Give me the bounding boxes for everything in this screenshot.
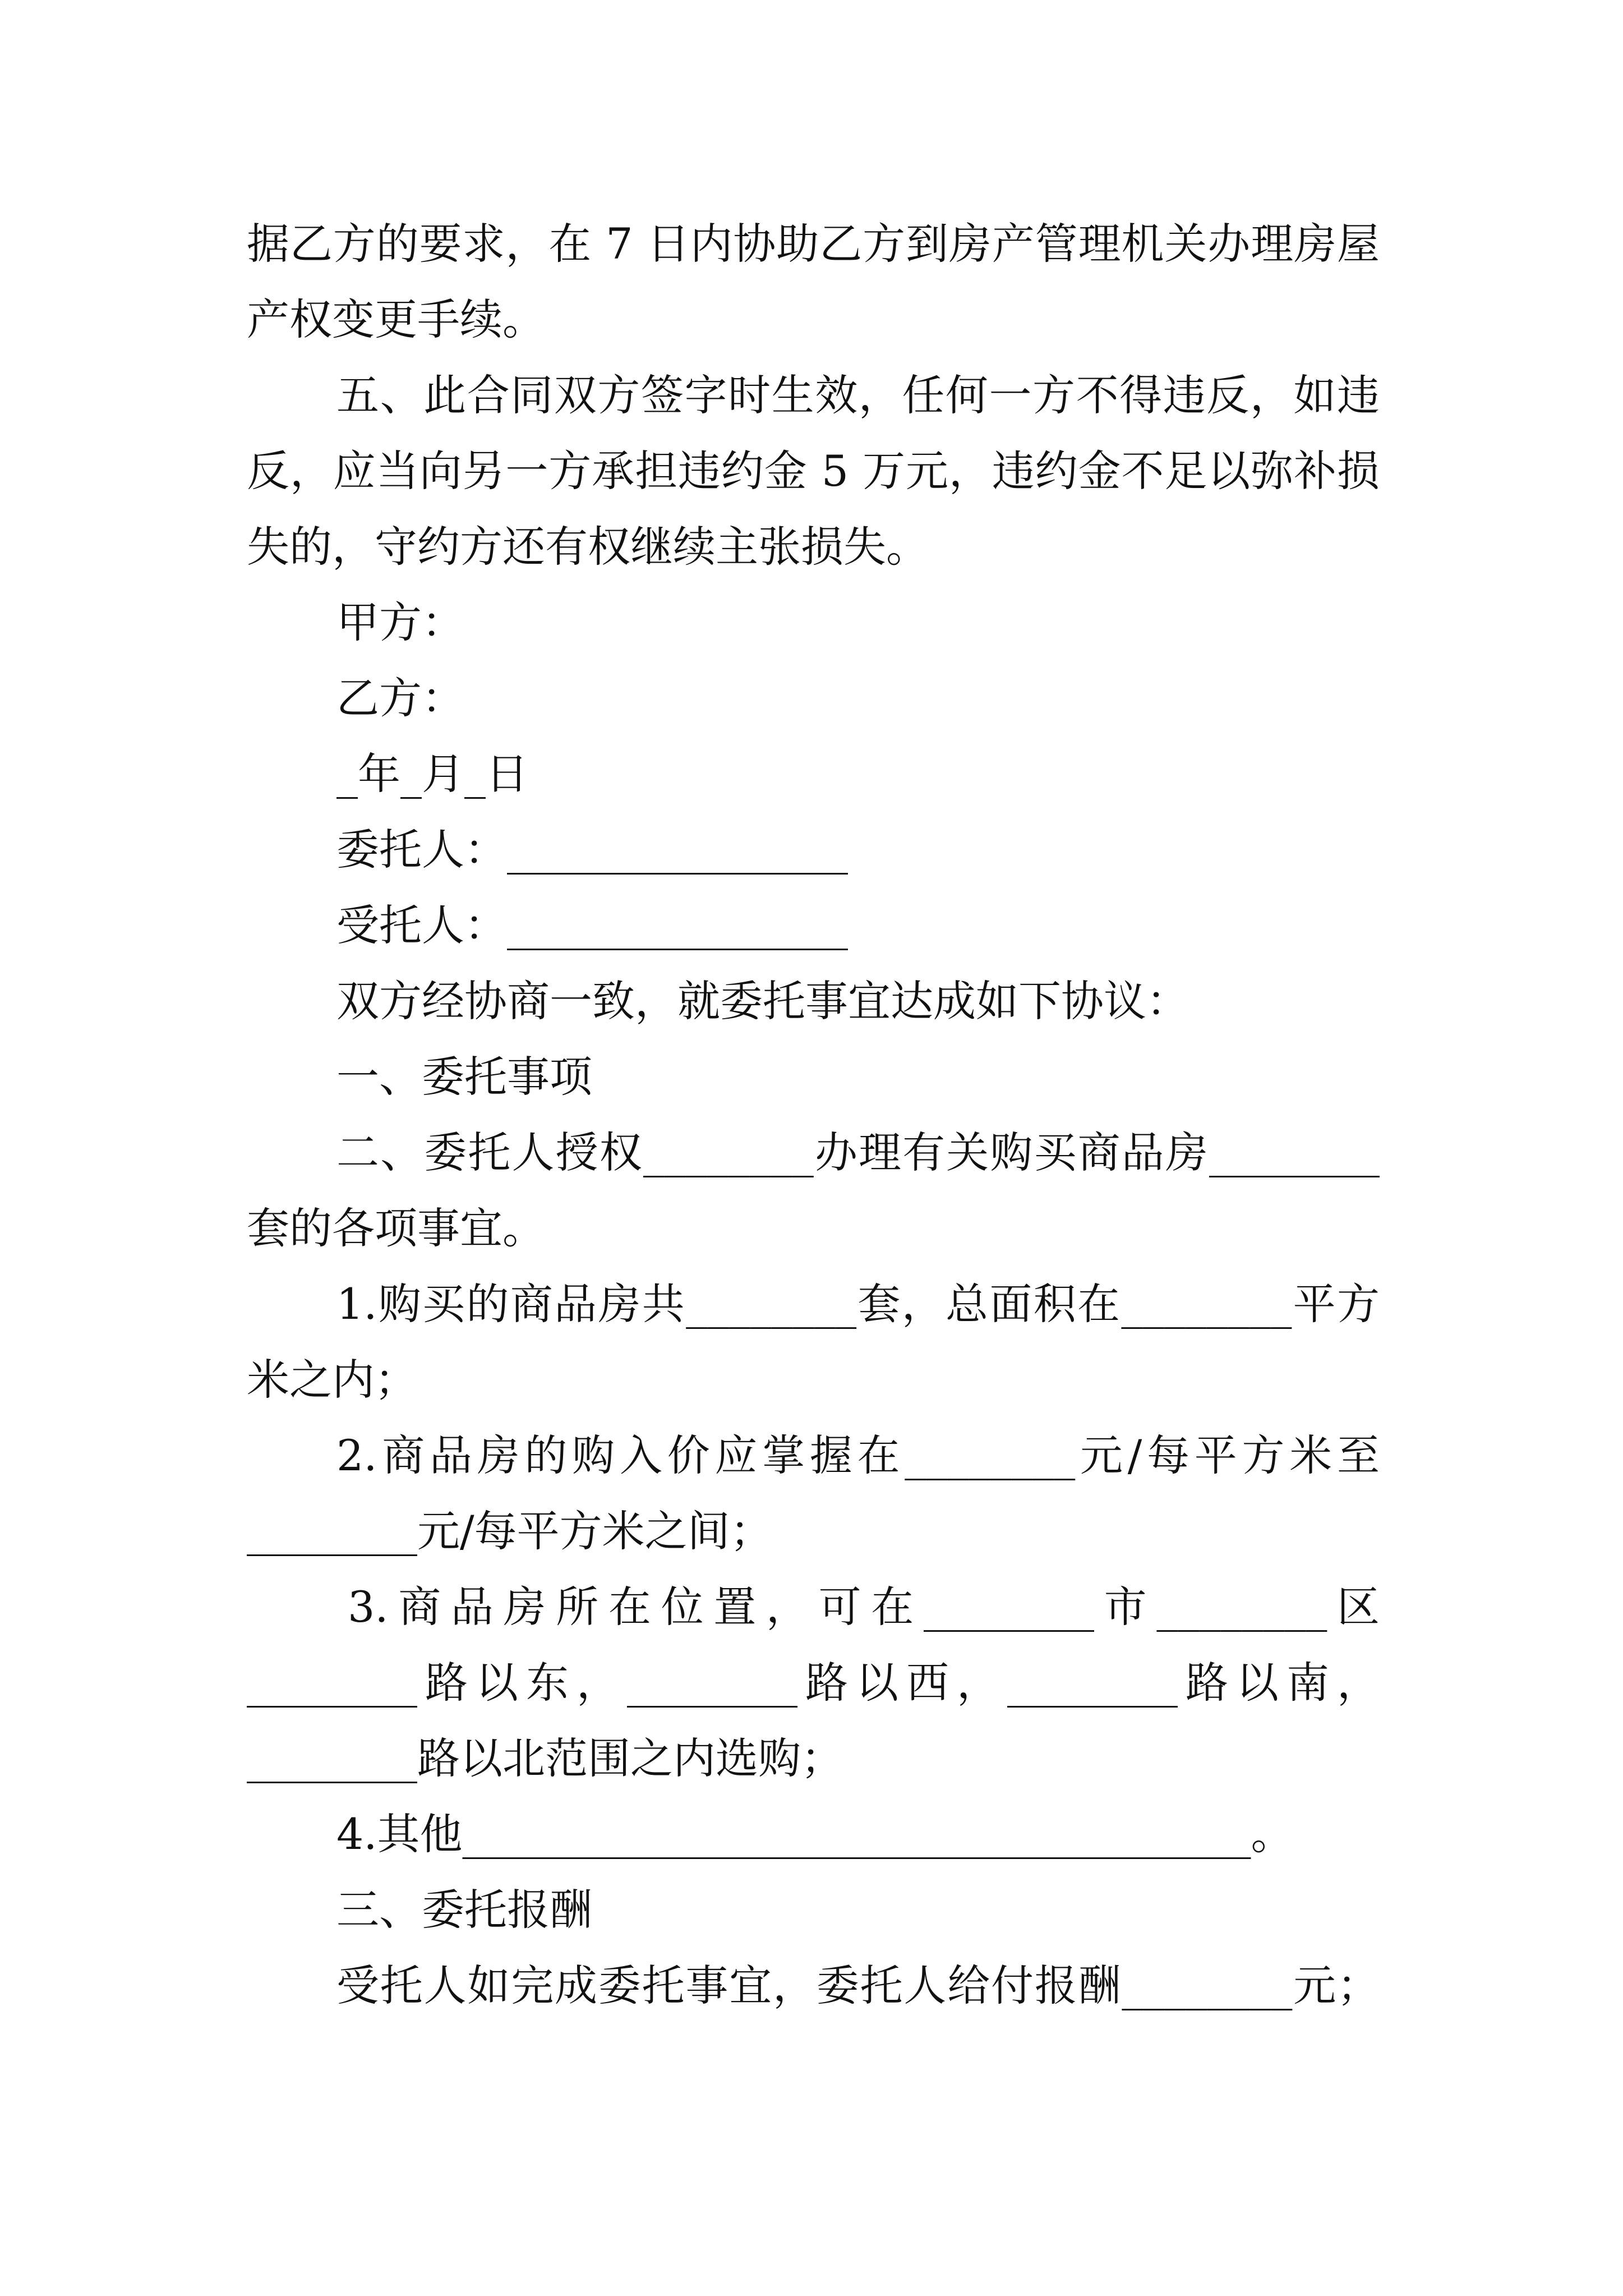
text-line: 受托人如完成委托事宜，委托人给付报酬________元； <box>336 1961 1380 2010</box>
party-a-label: 甲方： <box>336 597 464 647</box>
text-line: 1.购买的商品房共________套，总面积在________平方 <box>336 1279 1380 1329</box>
text-line: 反，应当向另一方承担违约金 5 万元，违约金不足以弥补损 <box>247 446 1380 496</box>
date-line: _年_月_日 <box>336 749 528 799</box>
section-heading: 三、委托报酬 <box>336 1885 592 1935</box>
party-b-label: 乙方： <box>336 673 464 723</box>
text-line: 米之内； <box>247 1355 417 1405</box>
text-line: ________元/每平方米之间； <box>247 1506 773 1556</box>
text-line: 据乙方的要求，在 7 日内协助乙方到房产管理机关办理房屋 <box>247 219 1380 269</box>
text-line: 套的各项事宜。 <box>247 1203 545 1253</box>
text-line: 二、委托人授权________办理有关购买商品房________ <box>336 1128 1380 1177</box>
text-line: 五、此合同双方签字时生效，任何一方不得违反，如违 <box>336 370 1380 420</box>
text-line: ________路以东，________路以西，________路以南， <box>247 1658 1380 1708</box>
text-line: 4.其他_____________________________________。 <box>336 1809 1294 1859</box>
text-line: 产权变更手续。 <box>247 295 545 344</box>
principal-line: 委托人：________________ <box>336 825 848 875</box>
text-line: 失的，守约方还有权继续主张损失。 <box>247 522 929 572</box>
section-heading: 一、委托事项 <box>336 1052 592 1102</box>
text-line: 2.商品房的购入价应掌握在________元/每平方米至 <box>336 1430 1380 1480</box>
agent-line: 受托人：________________ <box>336 900 848 950</box>
text-line: ________路以北范围之内选购； <box>247 1733 843 1783</box>
text-line: 3.商品房所在位置，可在________市________区 <box>348 1582 1380 1632</box>
text-line: 双方经协商一致，就委托事宜达成如下协议： <box>336 976 1189 1026</box>
